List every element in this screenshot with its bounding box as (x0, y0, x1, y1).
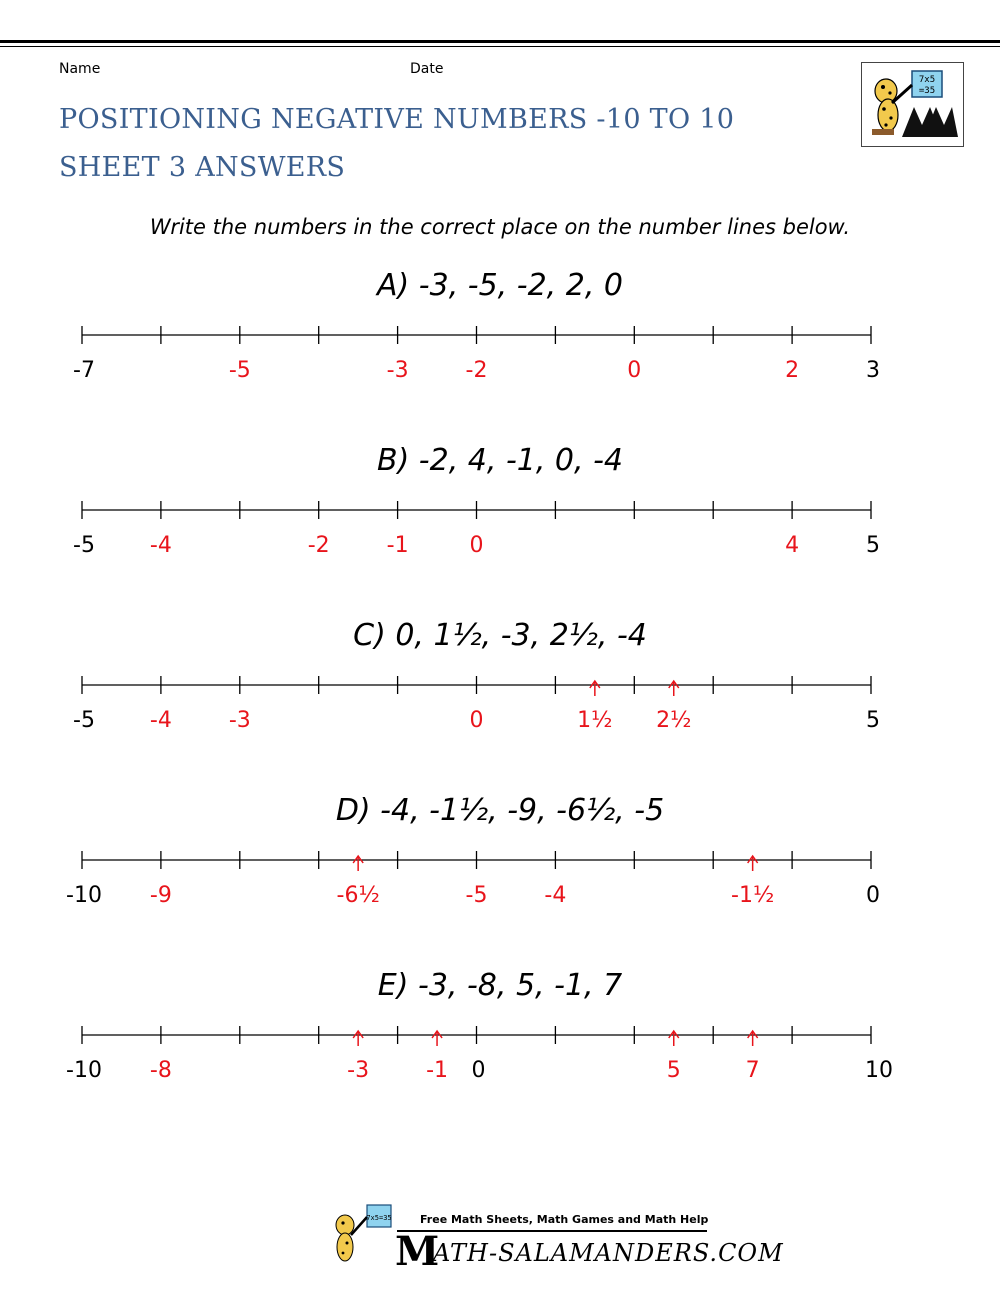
worksheet-subtitle: SHEET 3 ANSWERS (59, 152, 346, 183)
problem-d-title: D) -4, -1½, -9, -6½, -5 (335, 793, 665, 828)
logo-board-line2: =35 (918, 86, 936, 96)
answer-arrow-icon (748, 1031, 758, 1046)
footer-logo-board: 7x5=35 (366, 1214, 392, 1222)
number-line-end-label: 3 (866, 358, 880, 383)
answer-arrow-icon (353, 1031, 363, 1046)
footer-logo-letter: M (395, 1228, 440, 1275)
header-logo (861, 62, 964, 147)
footer-site-name: ATH-SALAMANDERS.COM (433, 1239, 784, 1267)
salamander-logo-icon (862, 63, 963, 146)
top-rule-thin (0, 46, 1000, 47)
number-line-zero-label: 0 (471, 1058, 486, 1083)
worksheet-title: POSITIONING NEGATIVE NUMBERS -10 TO 10 (59, 104, 735, 135)
number-line-start-label: -7 (73, 358, 95, 383)
number-line-a (0, 325, 1000, 400)
footer-tagline: Free Math Sheets, Math Games and Math Help (420, 1213, 709, 1226)
answer-arrow-icon (353, 856, 363, 871)
answer-label: -3 (386, 358, 409, 383)
number-line-end-label: 10 (865, 1058, 893, 1083)
answer-label: -4 (149, 708, 172, 733)
answer-label: 5 (666, 1058, 681, 1083)
logo-board-line1: 7x5 (918, 75, 936, 85)
answer-arrow-icon (590, 681, 600, 696)
answer-label: -3 (347, 1058, 370, 1083)
answer-label: -5 (228, 358, 251, 383)
number-line-c (0, 675, 1000, 750)
answer-label: 0 (627, 358, 642, 383)
answer-label: -4 (544, 883, 567, 908)
answer-arrow-icon (432, 1031, 442, 1046)
footer-logo (325, 1203, 784, 1278)
number-line-start-label: -5 (73, 708, 95, 733)
number-line-start-label: -10 (66, 883, 102, 908)
answer-label: -1 (386, 533, 409, 558)
number-line-end-label: 0 (866, 883, 880, 908)
answer-arrow-icon (669, 1031, 679, 1046)
instructions: Write the numbers in the correct place on the number lines below. (149, 215, 851, 239)
answer-label: -8 (149, 1058, 172, 1083)
number-line-end-label: 5 (866, 533, 880, 558)
answer-label: -9 (149, 883, 172, 908)
number-line-e (0, 1025, 1000, 1100)
problem-b-title: B) -2, 4, -1, 0, -4 (376, 443, 624, 478)
answer-label: -3 (228, 708, 251, 733)
problem-c-title: C) 0, 1½, -3, 2½, -4 (353, 618, 647, 653)
answer-label: 7 (745, 1058, 760, 1083)
number-line-end-label: 5 (866, 708, 880, 733)
problem-e-title: E) -3, -8, 5, -1, 7 (377, 968, 623, 1003)
answer-label: -2 (465, 358, 488, 383)
number-line-d (0, 850, 1000, 925)
problem-a-title: A) -3, -5, -2, 2, 0 (377, 268, 623, 303)
answer-label: -5 (465, 883, 488, 908)
date-label: Date (410, 61, 444, 77)
answer-label: 2½ (656, 708, 692, 733)
answer-arrow-icon (669, 681, 679, 696)
answer-label: -6½ (336, 883, 380, 908)
number-line-b (0, 500, 1000, 575)
answer-label: 0 (469, 533, 484, 558)
answer-label: -2 (307, 533, 330, 558)
answer-arrow-icon (748, 856, 758, 871)
answer-label: -4 (149, 533, 172, 558)
name-label: Name (59, 61, 101, 77)
top-rule-thick (0, 40, 1000, 43)
answer-label: -1½ (731, 883, 775, 908)
answer-label: 1½ (577, 708, 613, 733)
number-line-start-label: -5 (73, 533, 95, 558)
answer-label: 2 (785, 358, 800, 383)
number-line-start-label: -10 (66, 1058, 102, 1083)
answer-label: -1 (426, 1058, 449, 1083)
answer-label: 0 (469, 708, 484, 733)
salamander-logo-icon (336, 1205, 392, 1261)
answer-label: 4 (785, 533, 800, 558)
